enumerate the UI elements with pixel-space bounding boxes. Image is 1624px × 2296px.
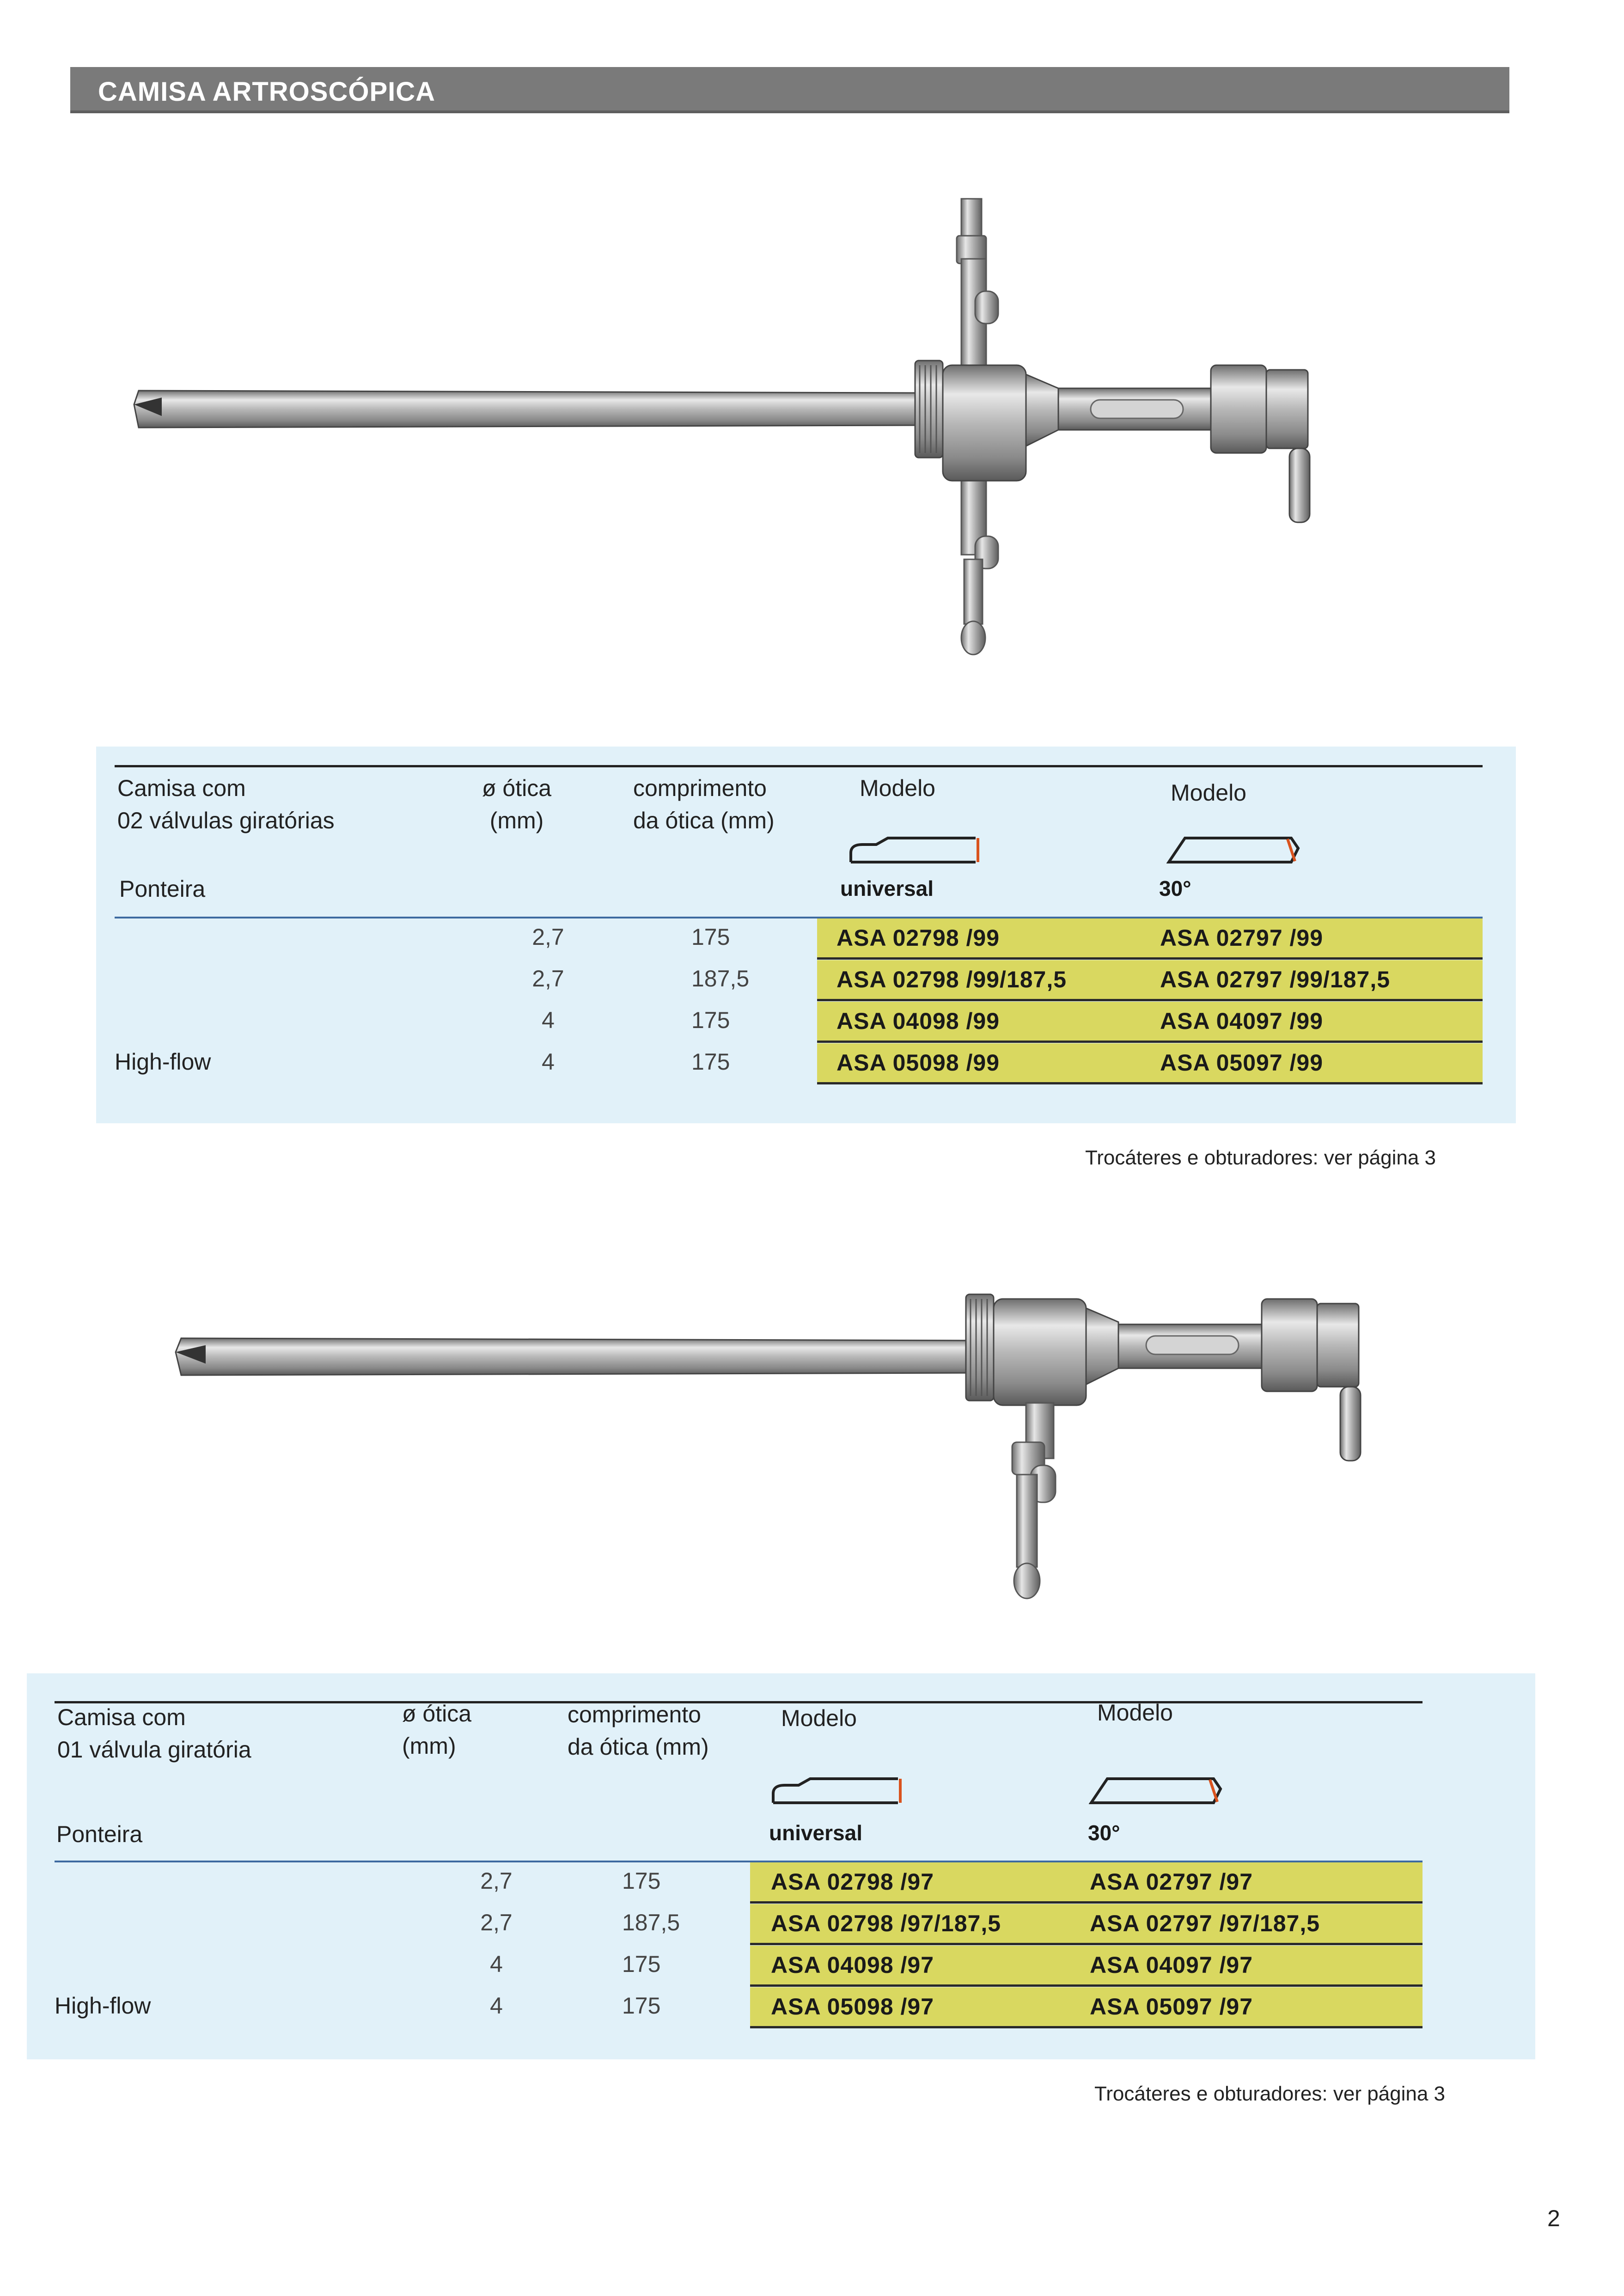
tip-30-degree-icon [1166, 834, 1300, 867]
tip-row-label: Ponteira [56, 1821, 143, 1847]
optic-diameter: 4 [490, 1993, 503, 2019]
col-header-model-b: Modelo [1097, 1700, 1173, 1726]
model-code-universal: ASA 05098 /99 [836, 1050, 1000, 1076]
model-code-30-degree: ASA 02797 /97/187,5 [1090, 1910, 1320, 1936]
tip-universal-icon [771, 1775, 905, 1807]
col-header-model-b: Modelo [1171, 780, 1246, 806]
section-title: CAMISA ARTROSCÓPICA [98, 77, 436, 107]
model-code-universal: ASA 04098 /99 [836, 1008, 1000, 1034]
tip-universal-label: universal [840, 876, 934, 900]
model-code-30-degree: ASA 02797 /99 [1160, 925, 1324, 951]
col-header-model-a: Modelo [860, 775, 935, 801]
footnote-trocars: Trocáteres e obturadores: ver página 3 [1094, 2082, 1446, 2105]
optic-diameter: 2,7 [480, 1910, 513, 1935]
instrument-photo-one-valve [171, 1285, 1419, 1609]
optic-diameter: 2,7 [532, 966, 564, 992]
model-code-universal: ASA 02798 /97/187,5 [771, 1910, 1001, 1936]
optic-length: 187,5 [691, 966, 750, 992]
optic-diameter: 4 [490, 1951, 503, 1977]
col-header-description: Camisa com 01 válvula giratória [57, 1704, 251, 1763]
col-header-description: Camisa com 02 válvulas giratórias [117, 775, 335, 833]
optic-length: 175 [691, 1049, 730, 1075]
model-code-30-degree: ASA 04097 /99 [1160, 1008, 1324, 1034]
footnote-trocars: Trocáteres e obturadores: ver página 3 [1085, 1146, 1436, 1169]
page-number: 2 [1547, 2205, 1560, 2231]
model-code-universal: ASA 05098 /97 [771, 1994, 934, 2020]
optic-diameter: 4 [542, 1007, 555, 1033]
tip-30-degree-label: 30° [1088, 1821, 1120, 1845]
model-code-universal: ASA 02798 /99/187,5 [836, 967, 1067, 992]
model-code-30-degree: ASA 04097 /97 [1090, 1952, 1253, 1978]
model-code-universal: ASA 02798 /99 [836, 925, 1000, 951]
col-header-optic-length: comprimento da ótica (mm) [633, 775, 775, 833]
model-code-30-degree: ASA 05097 /99 [1160, 1050, 1324, 1076]
model-code-30-degree: ASA 05097 /97 [1090, 1994, 1253, 2020]
tip-30-degree-label: 30° [1159, 876, 1191, 900]
tip-universal-label: universal [769, 1821, 862, 1845]
spec-table-one-valve [27, 1673, 1535, 2059]
optic-diameter: 2,7 [532, 924, 564, 950]
section-header [70, 67, 1509, 113]
row-label: High-flow [115, 1049, 211, 1075]
optic-length: 175 [691, 1007, 730, 1033]
row-label: High-flow [55, 1993, 151, 2019]
col-header-optic-length: comprimento da ótica (mm) [568, 1702, 709, 1760]
model-code-30-degree: ASA 02797 /97 [1090, 1869, 1253, 1895]
spec-table-two-valves [96, 747, 1516, 1123]
col-header-model-a: Modelo [781, 1705, 857, 1731]
model-code-universal: ASA 02798 /97 [771, 1869, 934, 1895]
col-header-optic-diameter: ø ótica (mm) [482, 775, 552, 833]
model-code-universal: ASA 04098 /97 [771, 1952, 934, 1978]
optic-length: 175 [622, 1951, 661, 1977]
optic-length: 187,5 [622, 1910, 680, 1935]
tip-row-label: Ponteira [119, 876, 206, 902]
tip-universal-icon [849, 834, 983, 867]
model-code-30-degree: ASA 02797 /99/187,5 [1160, 967, 1391, 992]
optic-diameter: 2,7 [480, 1868, 513, 1894]
optic-length: 175 [622, 1993, 661, 2019]
optic-diameter: 4 [542, 1049, 555, 1075]
col-header-optic-diameter: ø ótica (mm) [402, 1701, 472, 1759]
tip-30-degree-icon [1089, 1775, 1223, 1807]
optic-length: 175 [691, 924, 730, 950]
optic-length: 175 [622, 1868, 661, 1894]
instrument-photo-two-valves [129, 194, 1368, 666]
